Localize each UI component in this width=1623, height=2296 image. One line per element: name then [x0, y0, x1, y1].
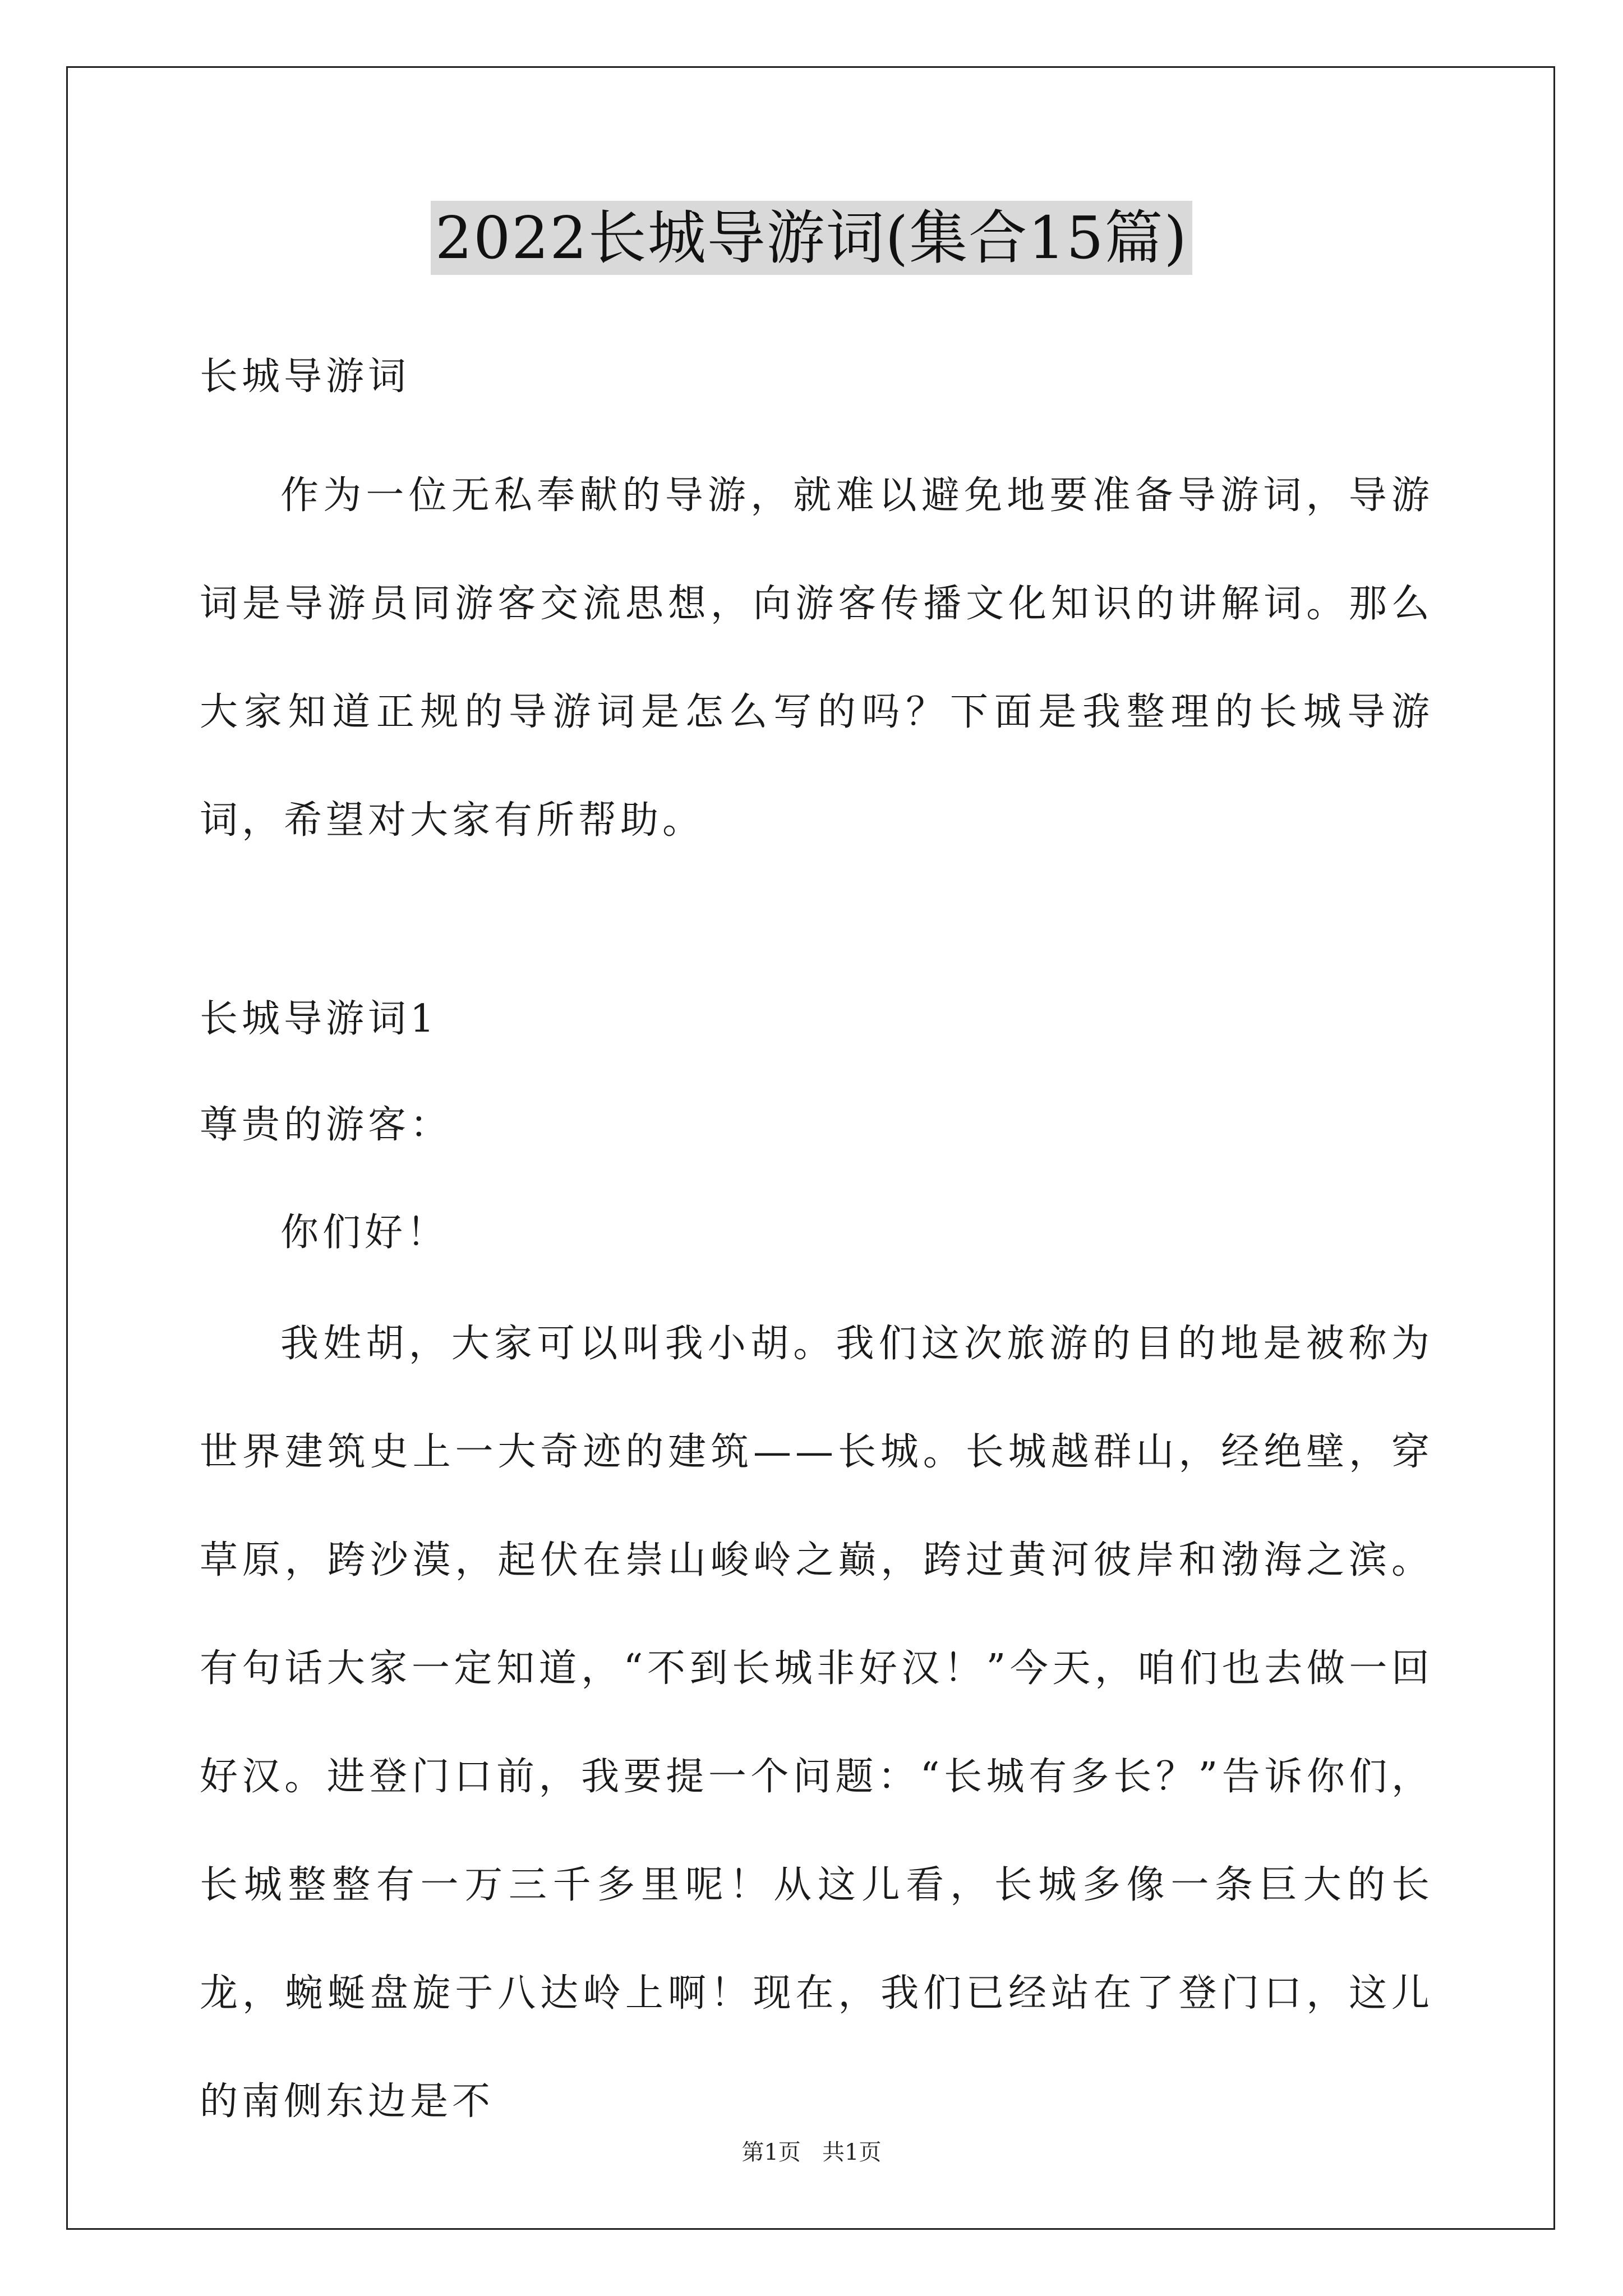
subheading-1: 长城导游词1 — [200, 997, 439, 1041]
intro-paragraph: 作为一位无私奉献的导游，就难以避免地要准备导游词，导游词是导游员同游客交流思想，向游客传播文化知识的讲解词。那么大家知道正规的导游词是怎么写的吗？下面是我整理的长城导游词，希望对大家有所帮助。 — [200, 473, 1433, 843]
salutation: 尊贵的游客： — [200, 1103, 453, 1147]
body-paragraph: 我姓胡，大家可以叫我小胡。我们这次旅游的目的地是被称为世界建筑史上一大奇迹的建筑——长城。长城越群山，经绝壁，穿草原，跨沙漠，起伏在崇山峻岭之巅，跨过黄河彼岸和渤海之滨。有句话大家一定知道，“不到长城非好汉！”今天，咱们也去做一回好汉。进登门口前，我要提一个问题：“长城有多长？”告诉你们，长城整整有一万三千多里呢！从这儿看，长城多像一条巨大的长龙，蜿蜒盘旋于八达岭上啊！现在，我们已经站在了登门口，这儿的南侧东边是不 — [200, 1322, 1433, 2124]
document-title: 2022长城导游词(集合15篇) — [431, 201, 1192, 275]
title-container — [0, 201, 1623, 275]
greeting: 你们好！ — [280, 1211, 449, 1255]
page-footer: 第1页 共1页 — [741, 2139, 882, 2165]
section-label: 长城导游词 — [200, 355, 411, 399]
